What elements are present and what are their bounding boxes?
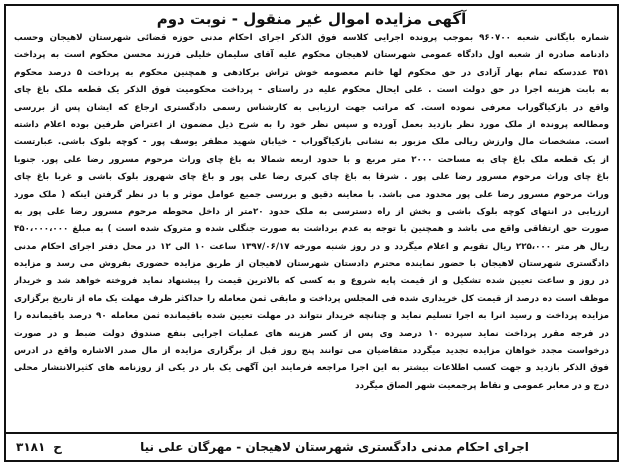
notice-line: در روز و ساعت تعیین شده تشکیل و از قیمت پایه شروع و به کسی که بالاترین قیمت را پیشنهاد نماید فروخته خواهد شد و خریدار bbox=[14, 276, 609, 287]
notice-body bbox=[6, 30, 617, 432]
notice-line: ارزیابی در انتهای کوچه بلوک باشی و بخش از راه دسترسی به ملک حدود ۲۰متر از داخل محوطه مرحوم مسرور رضا علی پور به bbox=[14, 206, 609, 217]
notice-footer bbox=[6, 432, 617, 460]
notice-line: در فرجه مقرر پرداخت نماید سپرده ۱۰ درصد وی پس از کسر هزینه های عملیات اجرایی بنفع صندوق دولت ضبط و در صورت bbox=[14, 328, 609, 339]
notice-signature: اجرای احکام مدنی دادگستری شهرستان لاهیجان - مهرگان علی نیا bbox=[140, 440, 529, 454]
notice-line: فوق الذکر بازدید و جهت کسب اطلاعات بیشتر به این اجرا مراجعه فرمایند این آگهی یک بار در یکی از روزنامه های کثیرالانتشار محلی bbox=[14, 363, 609, 374]
notice-line: صورت حق ارتفاقی واقع می باشد و همچنین با توجه به عدم برداشت به صورت جنگلی شده و متروک شده است ) به مبلغ ۴۵۰،۰۰۰،۰۰۰ bbox=[14, 224, 609, 235]
notice-line: به بابت هزینه اجرا در حق دولت است . علی ایحال محکوم علیه در راستای - پرداخت محکومیت فوق الذکر یک قطعه ملک باغ چای bbox=[14, 85, 609, 96]
auction-notice bbox=[4, 4, 619, 462]
notice-line: درج و در معابر عمومی و نقاط پرجمعیت شهر الصاق میگردد bbox=[355, 380, 609, 391]
notice-code bbox=[16, 440, 62, 454]
notice-line: دادگستری شهرستان لاهیجان با حضور نماینده محترم دادستان شهرستان لاهیجان از طریق مزایده حضوری بفروش می رسد و مزایده bbox=[14, 259, 609, 270]
notice-title: آگهی مزایده اموال غیر منقول - نوبت دوم bbox=[156, 10, 467, 28]
notice-line: درخواست مجدد خواهان مزایده تجدید میگردد متقاضیان می توانند پنج روز قبل از برگزاری مزایده از مال صدر الاشاره واقع در ادرس bbox=[14, 346, 609, 357]
notice-line: از یک قطعه ملک باغ چای به مساحت ۲۰۰۰ متر مربع و با حدود اربعه شمالا به باغ چای وراث مرحوم مسرور رضا علی پور. جنوبا bbox=[14, 154, 609, 165]
notice-line: مزایده پرداخت و رسید انرا به اجرا تسلیم نماید و چنانچه خریدار نتواند در مهلت تعیین شده باقیمانده ثمن معامله ۹۰ درصد باقیمانده را bbox=[14, 311, 609, 322]
notice-line: است. مشخصات مال وارزش ریالی ملک مزبور به نشانی بازکیاگوراب - خیابان شهید مظفر یوسف پور - کوچه بلوک باشی. عبارتست bbox=[14, 137, 609, 148]
notice-line: باغ چای وراث مرحوم مسرور رضا علی پور . شرقا به باغ چای کبری رضا علی پور و باغ چای شهروز بلوک باشی و غربا باغ چای bbox=[14, 172, 609, 183]
notice-line: واقع در بازکیاگوراب معرفی نموده است. که مراتب جهت ارزیابی به کارشناس رسمی دادگستری ارجاع که ایشان پس از بررسی bbox=[14, 102, 609, 113]
notice-line: ریال هر متر ۲۲۵،۰۰۰ ریال تقویم و اعلام میگردد و در روز شنبه مورخه ۱۳۹۷/۰۶/۱۷ ساعت ۱۰ الی ۱۲ در محل دفتر اجرای احکام مدنی bbox=[14, 241, 609, 252]
notice-line: ۳۵۱ عددسکه تمام بهار آزادی در حق محکوم لها خانم معصومه خوش تراش برکادهی و همچنین محکوم به پرداخت ۵ درصد محکوم bbox=[14, 67, 609, 78]
notice-line: شماره بایگانی شعبه ۹۶۰۷۰۰ بموجب پرونده اجرایی کلاسه فوق الذکر اجرای احکام مدنی حوزه قضائی شهرستان لاهیجان وحسب bbox=[14, 33, 609, 43]
notice-code-letter: ح bbox=[53, 440, 62, 454]
notice-line: ومطالعه پرونده از ملک مورد نظر بازدید بعمل آورده و سپس نظر خود را به شرح ذیل مضمون از اعتراض طرفین بوده اعلام داشته bbox=[14, 119, 609, 130]
notice-code-number: ۳۱۸۱ bbox=[16, 440, 46, 454]
notice-line: وراث مرحوم مسرور رضا علی پور محدود می باشد. با معاینه دقیق و بررسی جمیع عوامل موثر و با در نظر گرفتن اینکه ( ملک مورد bbox=[14, 189, 609, 200]
notice-line: موظف است ده درصد از قیمت کل خریداری شده فی المجلس پرداخت و مابقی ثمن معامله را حداکثر ظرف مهلت یک ماه از تاریخ برگزاری bbox=[14, 293, 609, 304]
notice-line: دادنامه صادره از شعبه اول دادگاه عمومی شهرستان لاهیجان محکوم علیه آقای سلیمان خلیلی فرزند محسن محکوم است به پرداخت bbox=[14, 50, 609, 61]
